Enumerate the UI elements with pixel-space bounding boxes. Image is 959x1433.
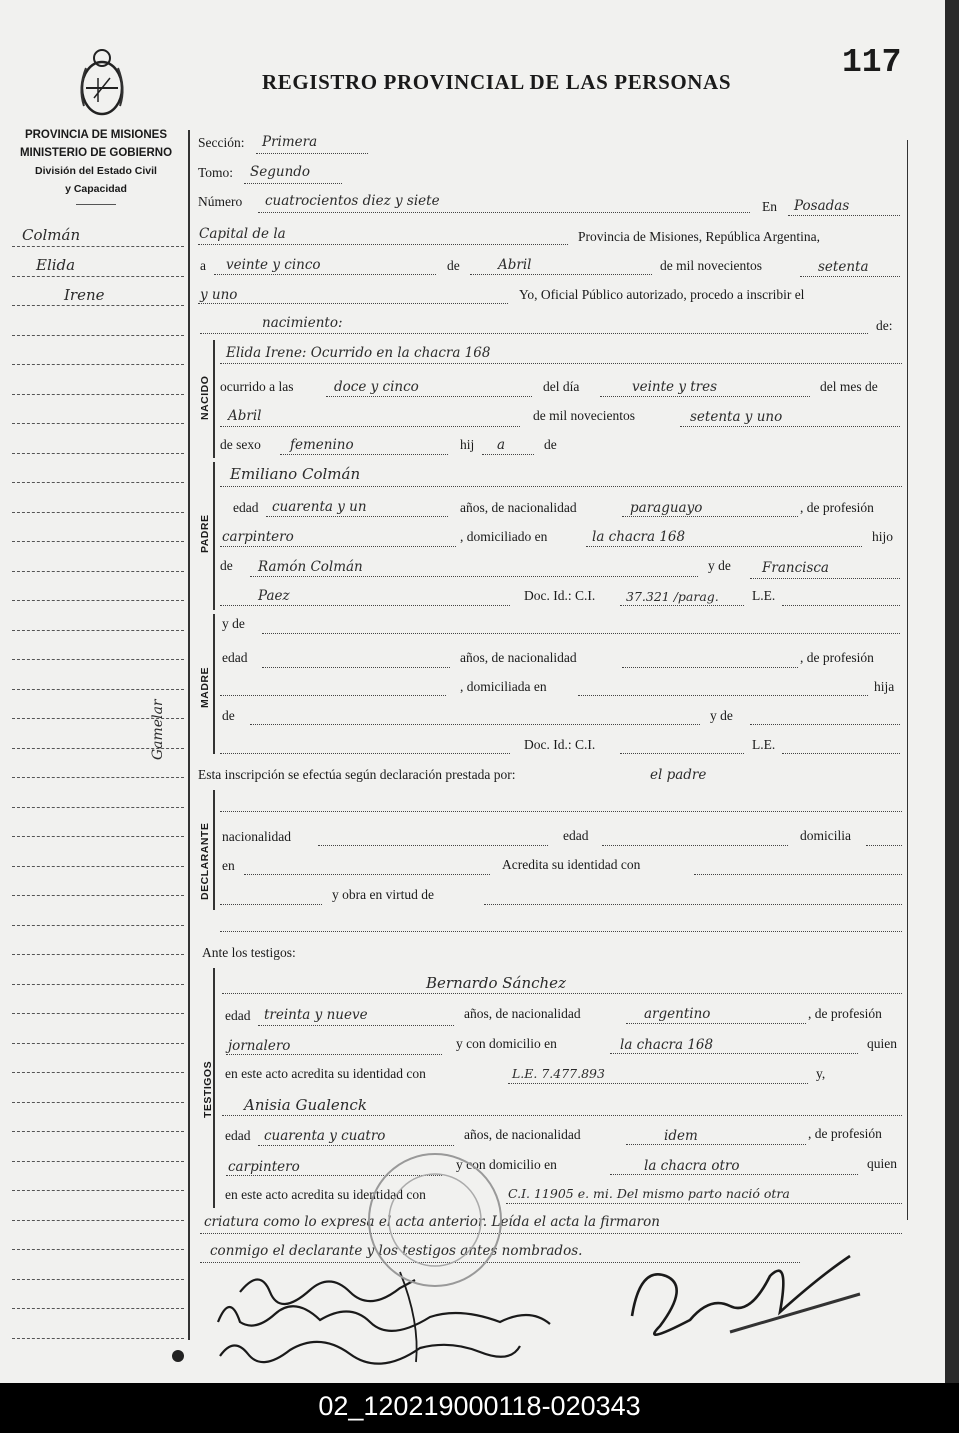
padre-name: Emiliano Colmán: [230, 465, 361, 483]
margin-rule: [12, 984, 184, 985]
margin-rule: [12, 600, 184, 601]
numero-label: Número: [198, 194, 243, 209]
margin-rule: [12, 925, 184, 926]
coat-of-arms-icon: [74, 44, 130, 120]
margin-rule: [12, 1131, 184, 1132]
testigo2-edad-value: cuarenta y cuatro: [264, 1128, 386, 1144]
rule: [586, 545, 862, 547]
padre-edad-label: edad: [233, 500, 259, 515]
rule: [600, 395, 810, 397]
rule: [788, 214, 900, 216]
rule: [220, 604, 510, 606]
capital-value: Capital de la: [199, 226, 286, 242]
provincia-label: Provincia de Misiones, República Argentina,: [578, 229, 820, 244]
rule: [508, 1082, 808, 1084]
testigo1-nacionalidad-value: argentino: [644, 1006, 711, 1022]
rule: [694, 873, 902, 875]
page-edge: [945, 0, 959, 1383]
hij-label: hij: [460, 437, 475, 452]
padre-section-label: PADRE: [199, 514, 211, 553]
padre-domicilio-value: la chacra 168: [592, 529, 686, 545]
rule: [622, 515, 798, 517]
dia-label: del día: [543, 379, 580, 394]
declaracion-value: el padre: [650, 767, 707, 783]
margin-rule: [12, 1220, 184, 1221]
page-title: REGISTRO PROVINCIAL DE LAS PERSONAS: [262, 70, 732, 94]
rule: [602, 844, 788, 846]
margin-rule: [12, 659, 184, 660]
rule: [620, 752, 744, 754]
rule: [220, 485, 902, 487]
rule: [326, 395, 532, 397]
rule: [750, 723, 900, 725]
official-signature: [620, 1236, 880, 1356]
testigo1-nac-label: años, de nacionalidad: [464, 1006, 581, 1021]
rule: [280, 453, 448, 455]
margin-rule: [12, 453, 184, 454]
margin-rule: [12, 335, 184, 336]
dia-value: veinte y cinco: [226, 257, 321, 273]
padre-profesion-value: carpintero: [222, 529, 294, 545]
rule: [262, 632, 900, 634]
declarante-edad-label: edad: [563, 828, 589, 843]
acto-value: nacimiento:: [262, 315, 343, 331]
padre-edad-value: cuarenta y un: [272, 499, 367, 515]
testigo2-nacionalidad-value: idem: [664, 1128, 698, 1144]
tomo-value: Segundo: [250, 164, 311, 180]
margin-rule: [12, 305, 184, 306]
rule: [244, 873, 490, 875]
yo-label: Yo, Oficial Público autorizado, procedo a inscribir el: [519, 287, 805, 302]
signature-testigo2-stroke: [220, 1342, 520, 1364]
madre-yde2-label: y de: [710, 708, 733, 723]
org-division: División del Estado Civil: [35, 165, 157, 177]
madre-de-label: de: [222, 708, 235, 723]
margin-rule: [12, 1102, 184, 1103]
margin-surname: Colmán: [22, 226, 81, 244]
padre-hijo-label: hijo: [872, 529, 894, 544]
anio2-value: y uno: [200, 287, 238, 303]
testigo2-edad-label: edad: [225, 1128, 251, 1143]
declarante-section-label: DECLARANTE: [199, 822, 211, 900]
margin-rule: [12, 866, 184, 867]
declarante-acredita-label: Acredita su identidad con: [502, 857, 641, 872]
rule: [626, 1143, 806, 1145]
margin-rule: [12, 246, 184, 247]
margin-rule: [12, 512, 184, 513]
rule: [610, 1173, 858, 1175]
en-value: Posadas: [794, 198, 850, 214]
nacido-anio-value: setenta y uno: [690, 409, 783, 425]
testigo2-profesion-value: carpintero: [228, 1159, 300, 1175]
testigo2-acredita-label: en este acto acredita su identidad con: [225, 1187, 426, 1202]
rule: [578, 694, 868, 696]
madre-prof-label: , de profesión: [800, 650, 874, 665]
testigos-ante-label: Ante los testigos:: [202, 945, 296, 960]
padre-doc-value: 37.321 /parag.: [626, 589, 719, 604]
padre-de-label: de: [220, 558, 233, 573]
declaracion-label: Esta inscripción se efectúa según declaración prestada por:: [198, 767, 516, 782]
testigo2-quien-label: quien: [867, 1156, 897, 1171]
margin-second-name: Irene: [64, 286, 105, 304]
a-label: a: [200, 258, 206, 273]
madre-nac-label: años, de nacionalidad: [460, 650, 577, 665]
testigo2-dom-label: y con domicilio en: [456, 1157, 557, 1172]
divider: [76, 204, 116, 205]
padre-le-label: L.E.: [752, 588, 776, 603]
padre-bracket: [213, 462, 215, 610]
margin-rule: [12, 748, 184, 749]
margin-note: Gamelar: [150, 699, 166, 760]
mes-value: Abril: [498, 257, 532, 273]
rule: [220, 362, 902, 364]
padre-doc-label: Doc. Id.: C.I.: [524, 588, 596, 603]
rule: [258, 211, 750, 213]
rule: [680, 425, 900, 427]
folio-number: 117: [842, 44, 902, 81]
footer-code: 02_120219000118-020343: [0, 1383, 959, 1433]
margin-rule: [12, 1338, 184, 1339]
margin-rule: [12, 777, 184, 778]
testigo1-dom-label: y con domicilio en: [456, 1036, 557, 1051]
testigo1-y-label: y,: [816, 1066, 826, 1081]
rule: [198, 243, 568, 245]
rule: [200, 1232, 902, 1234]
margin-rule: [12, 1249, 184, 1250]
nacido-mes-value: Abril: [228, 408, 262, 424]
rule: [220, 545, 456, 547]
margin-rule: [12, 571, 184, 572]
margin-rule: [12, 1043, 184, 1044]
rule: [214, 273, 436, 275]
official-seal: [360, 1140, 510, 1300]
en-label: En: [762, 199, 777, 214]
rule: [220, 810, 902, 812]
rule: [484, 903, 902, 905]
org-ministry: MINISTERIO DE GOBIERNO: [19, 147, 173, 159]
nacido-mil-label: de mil novecientos: [533, 408, 635, 423]
margin-rule: [12, 807, 184, 808]
mes-label: del mes de: [820, 379, 878, 394]
testigo1-prof-label: , de profesión: [808, 1006, 882, 1021]
testigo1-acredita-label: en este acto acredita su identidad con: [225, 1066, 426, 1081]
testigo2-domicilio-value: la chacra otro: [644, 1158, 740, 1174]
padre-madre-de2-value: Paez: [258, 588, 290, 604]
rule: [220, 694, 446, 696]
rule: [800, 275, 900, 277]
madre-doc-label: Doc. Id.: C.I.: [524, 737, 596, 752]
margin-rule: [12, 689, 184, 690]
rule: [750, 577, 900, 579]
madre-le-label: L.E.: [752, 737, 776, 752]
madre-yde-label: y de: [222, 616, 245, 631]
closing-line-2: conmigo el declarante y los testigos antes nombrados.: [210, 1243, 583, 1259]
testigo1-name: Bernardo Sánchez: [426, 974, 566, 992]
testigo1-profesion-value: jornalero: [228, 1038, 291, 1054]
margin-rule: [12, 276, 184, 277]
nacido-name-line: Elida Irene: Ocurrido en la chacra 168: [226, 345, 491, 361]
rule: [470, 273, 652, 275]
declarante-dom-label: domicilia: [800, 828, 851, 843]
madre-edad-label: edad: [222, 650, 248, 665]
padre-dom-label: , domiciliado en: [460, 529, 548, 544]
declarante-bracket: [213, 790, 215, 910]
padre-prof-label: , de profesión: [800, 500, 874, 515]
rule: [220, 903, 322, 905]
rule: [258, 1024, 454, 1026]
sexo-label: de sexo: [220, 437, 261, 452]
margin-rule: [12, 836, 184, 837]
rule: [318, 844, 548, 846]
rule: [782, 752, 900, 754]
testigo2-name: Anisia Gualenck: [244, 1096, 367, 1114]
mil-label: de mil novecientos: [660, 258, 762, 273]
rule: [200, 332, 868, 334]
rule: [250, 723, 700, 725]
closing-line-1: criatura como lo expresa el acta anterior. Leída el acta la firmaron: [204, 1214, 660, 1230]
rule: [222, 1114, 902, 1116]
margin-first-name: Elida: [36, 256, 76, 274]
anio1-value: setenta: [818, 259, 869, 275]
org-header: [10, 126, 182, 198]
margin-rule: [12, 482, 184, 483]
madre-section-label: MADRE: [199, 667, 211, 708]
rule: [262, 666, 450, 668]
padre-yde-label: y de: [708, 558, 731, 573]
rule: [220, 930, 902, 932]
margin-rule: [12, 1190, 184, 1191]
rule: [226, 1053, 442, 1055]
nacido-de-label: de: [544, 437, 557, 452]
org-capacity: y Capacidad: [65, 183, 127, 195]
margin-rule: [12, 364, 184, 365]
madre-bracket: [213, 614, 215, 754]
rule: [244, 182, 342, 184]
sexo-value: femenino: [290, 437, 354, 453]
org-province: PROVINCIA DE MISIONES: [24, 129, 168, 141]
rule: [506, 1202, 902, 1204]
testigo1-domicilio-value: la chacra 168: [620, 1037, 714, 1053]
padre-nac-label: años, de nacionalidad: [460, 500, 577, 515]
nacido-section-label: NACIDO: [199, 375, 211, 420]
padre-madre-de-value: Francisca: [762, 560, 829, 576]
margin-divider: [188, 130, 190, 1340]
margin-rule: [12, 1161, 184, 1162]
punch-hole: [172, 1350, 184, 1362]
declarante-nac-label: nacionalidad: [222, 829, 291, 844]
rule: [256, 152, 368, 154]
padre-padre-de-value: Ramón Colmán: [258, 559, 363, 575]
margin-rule: [12, 1072, 184, 1073]
madre-dom-label: , domiciliada en: [460, 679, 547, 694]
testigo2-documento-value: C.I. 11905 e. mi. Del mismo parto nació otra: [508, 1186, 790, 1201]
tomo-label: Tomo:: [198, 165, 234, 180]
declarante-obra-label: y obra en virtud de: [332, 887, 434, 902]
right-border: [907, 140, 908, 1220]
testigo1-documento-value: L.E. 7.477.893: [512, 1066, 605, 1081]
rule: [220, 425, 520, 427]
ocurrido-label: ocurrido a las: [220, 379, 294, 394]
testigo1-edad-value: treinta y nueve: [264, 1007, 368, 1023]
rule: [620, 604, 744, 606]
margin-rule: [12, 541, 184, 542]
margin-rule: [12, 630, 184, 631]
margin-rule: [12, 718, 184, 719]
rule: [482, 453, 534, 455]
nacido-bracket: [213, 340, 215, 458]
nacido-dia-value: veinte y tres: [632, 379, 718, 395]
testigo2-nac-label: años, de nacionalidad: [464, 1127, 581, 1142]
rule: [222, 992, 902, 994]
rule: [622, 666, 798, 668]
testigo1-quien-label: quien: [867, 1036, 897, 1051]
margin-rule: [12, 1308, 184, 1309]
seccion-label: Sección:: [198, 135, 245, 150]
rule: [250, 575, 698, 577]
declarante-en-label: en: [222, 858, 235, 873]
madre-hija-label: hija: [874, 679, 895, 694]
signature-testigo1-stroke: [218, 1306, 550, 1331]
testigos-section-label: TESTIGOS: [202, 1060, 214, 1118]
testigo2-prof-label: , de profesión: [808, 1126, 882, 1141]
numero-value: cuatrocientos diez y siete: [265, 193, 440, 209]
seccion-value: Primera: [262, 134, 318, 150]
rule: [198, 302, 508, 304]
padre-nacionalidad-value: paraguayo: [630, 500, 703, 516]
margin-rule: [12, 954, 184, 955]
rule: [782, 604, 900, 606]
rule: [220, 752, 510, 754]
rule: [266, 515, 448, 517]
rule: [610, 1052, 858, 1054]
testigo1-edad-label: edad: [225, 1008, 251, 1023]
hij-suffix: a: [497, 437, 506, 453]
margin-rule: [12, 1279, 184, 1280]
de-label: de: [447, 258, 460, 273]
hora-value: doce y cinco: [334, 379, 419, 395]
margin-rule: [12, 895, 184, 896]
rule: [866, 844, 902, 846]
margin-rule: [12, 423, 184, 424]
margin-rule: [12, 1013, 184, 1014]
official-signature-stroke: [632, 1256, 850, 1335]
de2-label: de:: [876, 318, 893, 333]
margin-rule: [12, 394, 184, 395]
rule: [626, 1022, 806, 1024]
